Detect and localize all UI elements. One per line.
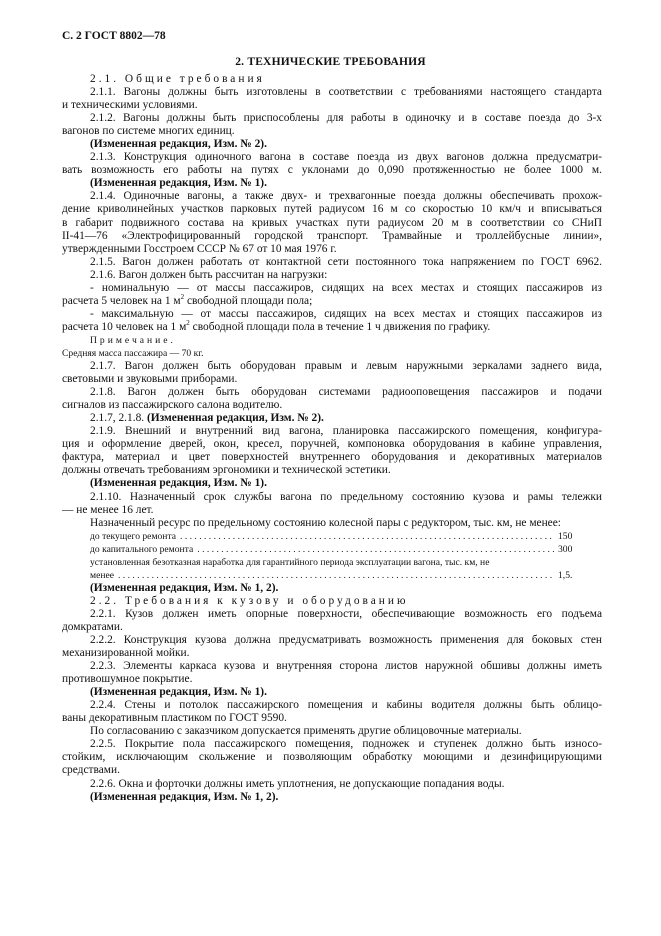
resource-row: до текущего ремонта . . . 150 bbox=[62, 530, 602, 543]
amendment-note: (Измененная редакция, Изм. № 1, 2). bbox=[90, 581, 279, 594]
note-text: Средняя масса пассажира — 70 кг. bbox=[62, 347, 204, 359]
superscript: 2 bbox=[180, 293, 185, 301]
text-line: ция и оформление дверей, окон, кресел, поручней, компоновка оборудования в кабине управления, bbox=[62, 438, 602, 451]
subsection-heading: 2.1. Общие требования bbox=[90, 73, 265, 85]
text-line: расчета 5 человек на 1 $м^2$ свободной площади пола; bbox=[62, 293, 313, 307]
text-line: 2.2.6. Окна и форточки должны иметь уплотнения, не допускающие попадания воды. bbox=[90, 777, 505, 790]
text-line: - максимальную — от массы пассажиров, сидящих на всех местах и стоящих пассажиров из bbox=[90, 307, 602, 320]
text-line: 2.1.1. Вагоны должны быть изготовлены в соответствии с требованиями настоящего стандарта bbox=[90, 86, 602, 99]
body-text bbox=[62, 73, 602, 804]
text-line: - номинальную — от массы пассажиров, сидящих на всех местах и стоящих пассажиров из bbox=[90, 281, 602, 294]
amendment-note: (Измененная редакция, Изм. № 1). bbox=[90, 477, 267, 490]
amendment-note: (Измененная редакция, Изм. № 2). bbox=[90, 138, 267, 151]
text-line: 2.1.10. Назначенный срок службы вагона по предельному состоянию кузова и рамы тележки bbox=[90, 490, 602, 503]
text-line: средствами. bbox=[62, 764, 120, 777]
text-line: в габарит подвижного состава на кривых участках пути радиусом 20 м в соответствии со СНиП bbox=[62, 216, 602, 229]
text-line: механизированной мойки. bbox=[62, 647, 190, 660]
text-line: По согласованию с заказчиком допускается применять другие облицовочные материалы. bbox=[90, 725, 522, 738]
text-line: Назначенный ресурс по предельному состоянию колесной пары с редуктором, тыс. км, не менее: bbox=[90, 516, 561, 529]
text-line: утвержденными Госстроем СССР № 67 от 10 мая 1976 г. bbox=[62, 242, 337, 255]
text-line: 2.1.7. Вагон должен быть оборудован правым и левым наружными зеркалами заднего вида, bbox=[90, 360, 602, 373]
amendment-note: 2.1.7, 2.1.8. (Измененная редакция, Изм. № 2). bbox=[90, 412, 324, 425]
text-line: вагонов по системе многих единиц. bbox=[62, 125, 235, 138]
superscript: 2 bbox=[186, 319, 190, 328]
text-line: 2.1.6. Вагон должен быть рассчитан на нагрузки: bbox=[90, 268, 328, 281]
note-heading: Примечание. bbox=[90, 334, 176, 346]
text-line: 2.1.8. Вагон должен быть оборудован системами радиооповещения пассажиров и подачи bbox=[90, 386, 602, 399]
page-header: С. 2 ГОСТ 8802—78 bbox=[62, 30, 166, 42]
text-line: установленная безотказная наработка для гарантийного периода эксплуатации вагона, тыс. км, не bbox=[90, 556, 490, 568]
resource-row: до капитального ремонта . . . 300 bbox=[62, 543, 602, 556]
text-line: — не менее 16 лет. bbox=[62, 503, 154, 516]
text-line: ваны декоративным пластиком по ГОСТ 9590. bbox=[62, 712, 287, 725]
text-line: 2.1.4. Одиночные вагоны, а также двух- и трехвагонные поезда должны обеспечивать прохож- bbox=[90, 190, 602, 203]
text-line: 2.1.2. Вагоны должны быть приспособлены для работы в одиночку и в составе поезда до 3-х bbox=[90, 112, 602, 125]
text-line: 2.2.3. Элементы каркаса кузова и внутренняя сторона листов наружной обшивы должны иметь bbox=[90, 660, 602, 673]
amendment-note: (Измененная редакция, Изм. № 1). bbox=[90, 686, 267, 699]
text-line: 2.2.5. Покрытие пола пассажирского помещения, подножек и ступенек должно быть износо- bbox=[90, 738, 602, 751]
text-line: 2.1.5. Вагон должен работать от контактной сети постоянного тока напряжением по ГОСТ 6962. bbox=[90, 255, 602, 268]
amendment-note: (Измененная редакция, Изм. № 1). bbox=[90, 177, 267, 190]
text-line: противошумное покрытие. bbox=[62, 673, 193, 686]
resource-row: менее . . . 1,5. bbox=[62, 569, 602, 582]
text-line: световыми и звуковыми приборами. bbox=[62, 373, 238, 386]
text-line: фактура, материал и цвет поверхностей внутреннего оборудования и декоративных материалов bbox=[62, 451, 602, 464]
text-line: 2.1.3. Конструкция одиночного вагона в составе поезда из двух вагонов должна предусматри- bbox=[90, 151, 602, 164]
section-title: 2. ТЕХНИЧЕСКИЕ ТРЕБОВАНИЯ bbox=[235, 56, 426, 68]
text-line: 2.2.4. Стены и потолок пассажирского помещения и кабины водителя должны быть облицо- bbox=[90, 699, 602, 712]
text-line: дение криволинейных участков парковых путей радиусом 16 м со скоростью 10 км/ч и вписываться bbox=[62, 203, 602, 216]
amendment-note: (Измененная редакция, Изм. № 1, 2). bbox=[90, 790, 279, 803]
text-line: и техническими условиями. bbox=[62, 99, 198, 112]
text-line: II-41—76 «Электрофицированный городской транспорт. Трамвайные и троллейбусные линии», bbox=[62, 229, 602, 242]
text-line: должны отвечать требованиям эргономики и технической эстетики. bbox=[62, 464, 391, 477]
text-line: стойким, исключающим скольжение и позволяющим обработку моющими и дезинфицирующими bbox=[62, 751, 602, 764]
subsection-heading: 2.2. Требования к кузову и оборудованию bbox=[90, 594, 409, 607]
text-line: вать возможность его работы на путях с уклонами до 0,090 протяженностью не более 1000 м. bbox=[62, 164, 602, 177]
text-line: домкратами. bbox=[62, 620, 123, 633]
text-line: расчета 10 человек на 1 $м^2$ свободной площади пола в течение 1 ч движения по графику. bbox=[62, 319, 491, 333]
text-line: 2.2.1. Кузов должен иметь опорные поверхности, обеспечивающие возможность его подъема bbox=[90, 607, 602, 620]
text-line: сигналов из пассажирского салона водителю. bbox=[62, 399, 283, 412]
text-line: 2.1.9. Внешний и внутренний вид вагона, планировка пассажирского помещения, конфигура- bbox=[90, 425, 602, 438]
text-line: 2.2.2. Конструкция кузова должна предусматривать возможность применения для боковых стен bbox=[90, 634, 602, 647]
